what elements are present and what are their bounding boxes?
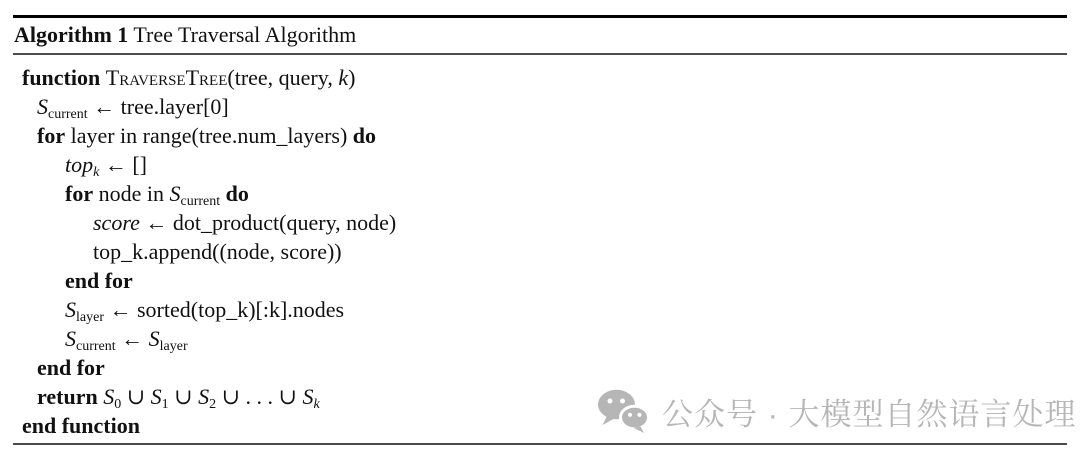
code-line <box>13 121 1067 150</box>
watermark-text: 公众号 · 大模型自然语言处理 <box>662 396 1077 432</box>
code-segment: ← <box>115 326 149 351</box>
algorithm-name: Tree Traversal Algorithm <box>128 22 357 47</box>
code-segment: k <box>313 397 320 412</box>
code-segment: S <box>65 326 76 351</box>
code-line <box>13 92 1067 121</box>
code-segment: top_k.append((node, score)) <box>93 239 342 264</box>
code-segment: S <box>148 326 160 351</box>
code-segment: S <box>103 384 115 409</box>
code-line <box>13 150 1067 179</box>
wechat-icon <box>597 389 649 433</box>
code-segment: node in <box>93 181 170 206</box>
code-segment: ← [] <box>99 152 147 177</box>
code-segment: for <box>65 181 94 206</box>
code-line <box>13 208 1067 237</box>
algorithm-label: Algorithm 1 <box>14 22 129 47</box>
code-line <box>13 353 1067 382</box>
code-segment: 1 <box>161 397 169 412</box>
code-line <box>13 237 1067 266</box>
code-segment: score <box>93 210 140 235</box>
code-line <box>13 295 1067 324</box>
code-segment: return <box>37 384 98 409</box>
code-segment: S <box>150 384 162 409</box>
code-segment: 2 <box>209 397 217 412</box>
code-line <box>13 266 1067 295</box>
code-segment: S <box>302 384 314 409</box>
code-segment: k <box>93 165 100 180</box>
code-segment: ∪ . . . ∪ <box>216 384 303 409</box>
code-segment: ) <box>348 65 356 90</box>
code-line <box>13 324 1067 353</box>
code-segment: current <box>48 107 88 122</box>
bottom-rule <box>13 443 1067 445</box>
code-segment: current <box>76 339 116 354</box>
code-segment: TraverseTree <box>105 65 228 90</box>
code-segment: function <box>22 65 101 90</box>
algorithm-body <box>13 55 1067 443</box>
code-segment: ← tree.layer[0] <box>87 94 229 119</box>
code-line <box>13 179 1067 208</box>
code-segment: k <box>338 65 349 90</box>
code-segment: do <box>352 123 377 148</box>
code-segment: S <box>37 94 48 119</box>
code-segment: S <box>65 297 76 322</box>
code-line <box>13 63 1067 92</box>
code-segment: ∪ <box>121 384 151 409</box>
code-segment: end function <box>22 413 140 438</box>
algorithm-block <box>13 15 1067 445</box>
code-segment: S <box>198 384 210 409</box>
code-segment: 0 <box>114 397 122 412</box>
code-segment: do <box>225 181 249 206</box>
code-segment: top <box>65 152 94 177</box>
code-segment: end for <box>65 268 133 293</box>
code-segment: current <box>180 194 221 209</box>
code-segment: end for <box>37 355 105 380</box>
code-segment: for <box>37 123 66 148</box>
watermark <box>597 387 1077 435</box>
code-segment: (tree, query, <box>227 65 339 90</box>
code-segment: ← sorted(top_k)[:k].nodes <box>103 297 345 322</box>
code-segment: layer <box>76 310 104 325</box>
code-segment: ∪ <box>168 384 199 409</box>
code-segment: layer in range(tree.num_layers) <box>65 123 353 148</box>
algorithm-title <box>13 18 1067 53</box>
code-segment: layer <box>159 339 188 354</box>
code-segment: S <box>169 181 181 206</box>
code-segment: ← dot_product(query, node) <box>139 210 397 235</box>
